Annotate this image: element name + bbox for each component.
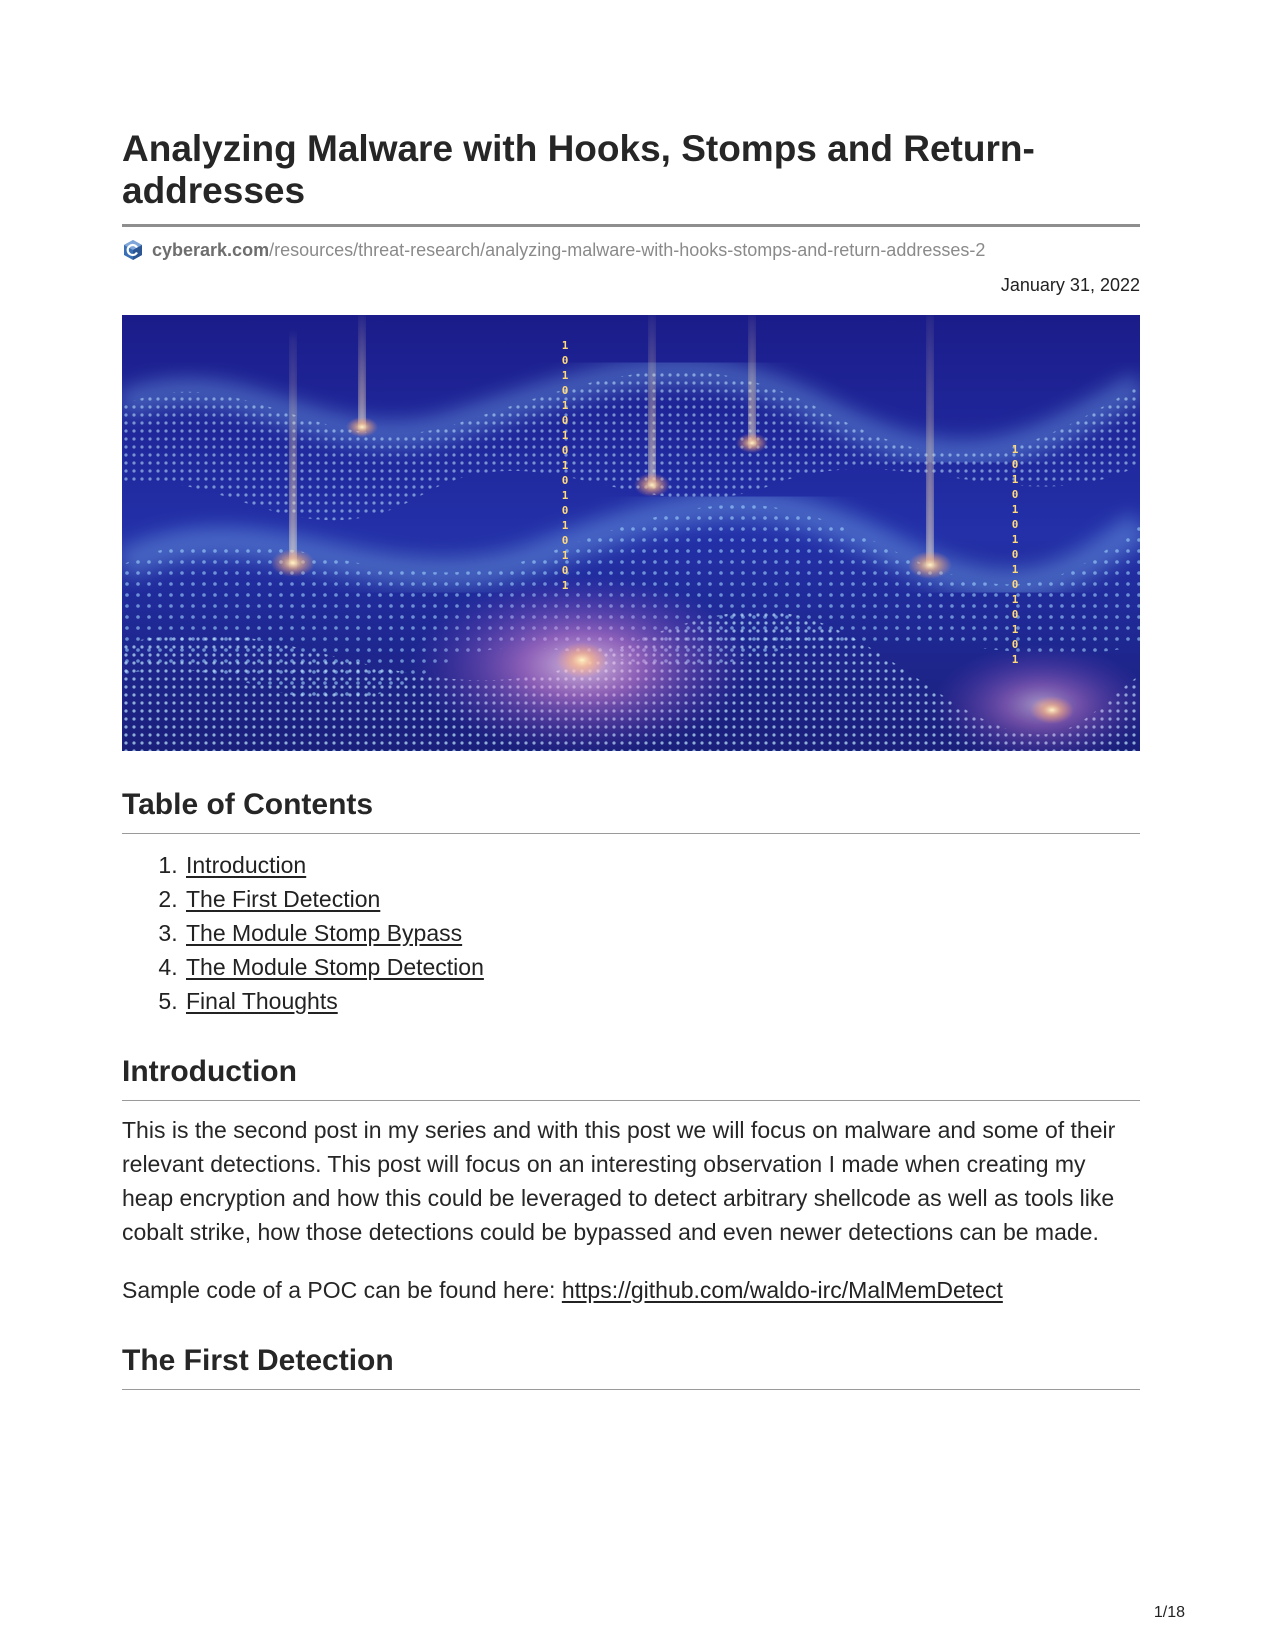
binary-digit: 1 [1011, 563, 1019, 576]
binary-digit: 1 [561, 459, 569, 472]
cyberark-logo-icon [122, 239, 144, 261]
binary-digit: 1 [561, 429, 569, 442]
binary-digit: 0 [561, 414, 569, 427]
binary-digit: 0 [1011, 458, 1019, 471]
binary-digit: 0 [1011, 638, 1019, 651]
toc-link-final-thoughts[interactable]: Final Thoughts [186, 988, 338, 1014]
binary-digit: 0 [1011, 548, 1019, 561]
toc-item [184, 848, 1140, 882]
page-number: 1/18 [1153, 1604, 1185, 1621]
toc-item [184, 882, 1140, 916]
hero-image [122, 315, 1140, 751]
toc-list [122, 848, 1140, 1018]
binary-digit: 0 [561, 534, 569, 547]
publish-date: January 31, 2022 [1000, 275, 1140, 295]
binary-digit: 0 [1011, 578, 1019, 591]
first-detection-heading: The First Detection [122, 1343, 1140, 1390]
binary-digit: 0 [561, 444, 569, 457]
toc-item [184, 916, 1140, 950]
intro-paragraph: This is the second post in my series and with this post we will focus on malware and some of their relevant detections. This post will focus on an interesting observation I made when creating my heap encryption and how this could be leveraged to detect arbitrary shellcode as well as tools like cobalt strike, how those detections could be bypassed and even newer detections can be made. [122, 1117, 1116, 1245]
binary-digit: 0 [561, 504, 569, 517]
binary-digit: 0 [1011, 518, 1019, 531]
binary-digit: 1 [561, 339, 569, 352]
binary-digit: 1 [561, 399, 569, 412]
binary-digit: 1 [1011, 503, 1019, 516]
binary-digit: 1 [1011, 533, 1019, 546]
binary-digit: 1 [561, 519, 569, 532]
github-link[interactable]: https://github.com/waldo-irc/MalMemDetect [561, 1277, 1003, 1303]
article-page [122, 128, 1140, 1390]
binary-digit: 1 [1011, 473, 1019, 486]
binary-digit: 1 [1011, 443, 1019, 456]
source-domain[interactable]: cyberark.com [152, 239, 270, 260]
binary-digit: 0 [1011, 488, 1019, 501]
binary-digit: 1 [561, 579, 569, 592]
source-line [122, 237, 1140, 263]
binary-digit: 0 [1011, 608, 1019, 621]
toc-heading: Table of Contents [122, 787, 1140, 834]
sample-code-line [122, 1273, 1140, 1307]
toc-item [184, 984, 1140, 1018]
binary-digit: 1 [561, 489, 569, 502]
intro-heading: Introduction [122, 1054, 1140, 1101]
binary-digit: 1 [1011, 653, 1019, 666]
binary-digit: 1 [1011, 623, 1019, 636]
binary-digit: 0 [561, 384, 569, 397]
toc-item [184, 950, 1140, 984]
article-title: Analyzing Malware with Hooks, Stomps and Return-addresses [122, 128, 1140, 227]
binary-digit: 0 [561, 564, 569, 577]
binary-digit: 0 [561, 474, 569, 487]
binary-digit: 1 [561, 549, 569, 562]
binary-digit: 1 [1011, 593, 1019, 606]
toc-link-module-stomp-detection[interactable]: The Module Stomp Detection [186, 954, 484, 980]
toc-link-module-stomp-bypass[interactable]: The Module Stomp Bypass [186, 920, 463, 946]
toc-link-introduction[interactable]: Introduction [186, 852, 307, 878]
binary-digit: 1 [561, 369, 569, 382]
toc-link-first-detection[interactable]: The First Detection [186, 886, 381, 912]
binary-digit: 0 [561, 354, 569, 367]
source-path[interactable]: /resources/threat-research/analyzing-malware-with-hooks-stomps-and-return-addresses-2 [269, 239, 986, 260]
sample-code-prefix: Sample code of a POC can be found here: [122, 1277, 562, 1303]
